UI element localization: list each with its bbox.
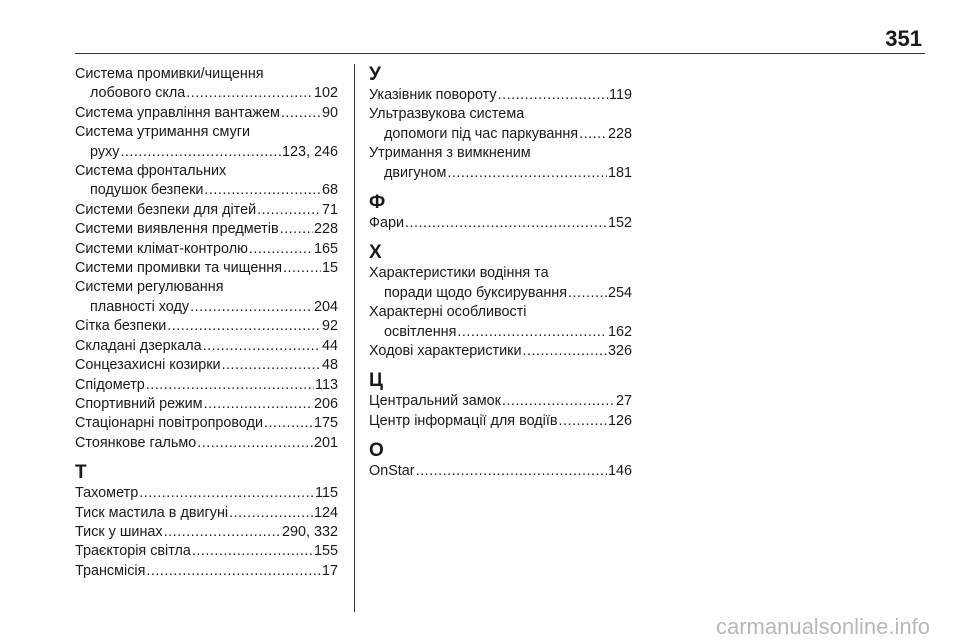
page-reference: 155 [313, 543, 338, 560]
index-entry-text: Складані дзеркала [75, 337, 202, 354]
index-entry-text: Система управління вантажем [75, 104, 280, 121]
dot-leader [164, 523, 281, 542]
index-entry-text: OnStar [369, 463, 415, 480]
index-entry [75, 484, 338, 503]
index-column-2 [369, 65, 632, 482]
index-entry-text: Сітка безпеки [75, 318, 167, 335]
page-reference: 44 [321, 337, 338, 354]
index-entry-line [75, 434, 338, 453]
page-reference: 290, 332 [281, 523, 338, 540]
page-reference: 326 [607, 343, 632, 360]
page-reference: 102 [313, 85, 338, 102]
index-entry-text: Сонцезахисні козирки [75, 357, 221, 374]
index-entry-text: двигуном [384, 164, 447, 181]
index-entry [75, 504, 338, 523]
page-reference: 15 [321, 260, 338, 277]
index-entry [369, 342, 632, 361]
dot-leader [249, 240, 313, 259]
dot-leader [120, 143, 281, 162]
index-entry-text: освітлення [384, 323, 457, 340]
page-reference: 126 [607, 412, 632, 429]
index-entry [369, 264, 632, 303]
index-entry-text: Системи клімат-контролю [75, 240, 248, 257]
index-entry-text: подушок безпеки [90, 182, 204, 199]
page-reference: 123, 246 [281, 143, 338, 160]
index-entry [369, 462, 632, 481]
index-entry [75, 337, 338, 356]
index-entry-text: Спідометр [75, 376, 145, 393]
index-entry [75, 259, 338, 278]
index-entry [369, 144, 632, 183]
dot-leader [502, 392, 615, 411]
index-entry-line [75, 278, 338, 297]
watermark: carmanualsonline.info [715, 614, 930, 639]
dot-leader [457, 323, 607, 342]
index-entry-text: Характеристики водіння та [369, 265, 549, 282]
dot-leader [579, 125, 607, 144]
page-reference: 228 [607, 125, 632, 142]
index-entry-line [75, 484, 338, 503]
index-entry-line [75, 65, 338, 84]
index-entry-text: Фари [369, 215, 404, 232]
index-entry [369, 412, 632, 431]
index-entry-text: поради щодо буксирування [384, 284, 568, 301]
index-entry [369, 105, 632, 144]
dot-leader [559, 412, 607, 431]
dot-leader [204, 181, 321, 200]
page-reference: 27 [615, 393, 632, 410]
dot-leader [257, 201, 321, 220]
index-entry-line [75, 259, 338, 278]
index-entry-text: Тиск мастила в двигуні [75, 504, 229, 521]
dot-leader [229, 504, 313, 523]
index-entry-line [369, 342, 632, 361]
index-entry [369, 303, 632, 342]
index-entry-line [75, 220, 338, 239]
page-reference: 113 [315, 376, 338, 393]
index-entry-line [369, 105, 632, 124]
index-entry [75, 414, 338, 433]
index-entry-line [75, 542, 338, 561]
page-reference: 146 [607, 463, 632, 480]
index-entry-line [369, 264, 632, 283]
index-entry-line [369, 412, 632, 431]
dot-leader [568, 284, 607, 303]
dot-leader [264, 414, 313, 433]
dot-leader [167, 317, 321, 336]
index-entry-line [75, 395, 338, 414]
dot-leader [203, 337, 321, 356]
dot-leader [281, 104, 321, 123]
page-reference: 204 [313, 298, 338, 315]
dot-leader [146, 376, 314, 395]
page-reference: 124 [313, 504, 338, 521]
index-entry-text: Центр інформації для водіїв [369, 412, 558, 429]
page-reference: 162 [607, 323, 632, 340]
index-entry-text: Трансмісія [75, 562, 146, 579]
index-entry-continuation [75, 298, 338, 317]
index-entry [75, 395, 338, 414]
index-entry-text: Тахометр [75, 485, 139, 502]
dot-leader [416, 462, 607, 481]
index-entry-text: плавності ходу [90, 298, 190, 315]
index-entry-line [75, 123, 338, 142]
index-entry-line [75, 356, 338, 375]
dot-leader [192, 542, 313, 561]
index-entry-line [75, 337, 338, 356]
page-reference: 71 [321, 201, 338, 218]
page-number: 351 [885, 26, 922, 51]
index-entry-continuation [369, 164, 632, 183]
page-reference: 17 [321, 562, 338, 579]
index-entry-continuation [369, 284, 632, 303]
index-entry-text: Системи виявлення предметів [75, 221, 279, 238]
index-entry-text: Системи безпеки для дітей [75, 201, 257, 218]
index-entry [369, 86, 632, 105]
index-entry-continuation [75, 143, 338, 162]
index-entry-line [75, 162, 338, 181]
index-entry [369, 392, 632, 411]
index-entry-text: Системи промивки та чищення [75, 260, 283, 277]
header-rule [75, 53, 925, 54]
page-reference: 254 [607, 284, 632, 301]
index-entry-line [75, 523, 338, 542]
page-reference: 181 [607, 164, 632, 181]
section-letter: Ф [369, 192, 386, 214]
dot-leader [204, 395, 313, 414]
dot-leader [447, 164, 607, 183]
index-entry-text: Утримання з вимкненим [369, 145, 531, 162]
index-entry-text: Траєкторія світла [75, 543, 191, 560]
index-entry-text: Тиск у шинах [75, 523, 163, 540]
index-sections-col1 [75, 463, 338, 581]
index-entry-text: Система промивки/чищення [75, 66, 264, 82]
index-entry [75, 162, 338, 201]
index-entry-line [75, 376, 338, 395]
page-reference: 90 [321, 104, 338, 121]
index-column-1 [75, 65, 338, 581]
index-entry-text: лобового скла [90, 85, 186, 102]
column-divider [354, 64, 355, 612]
index-entry [75, 356, 338, 375]
index-entry [75, 65, 338, 104]
index-entry-line [75, 240, 338, 259]
index-entry-line [75, 201, 338, 220]
index-entry-line [369, 144, 632, 163]
index-entry-text: Указівник повороту [369, 87, 497, 103]
index-entry-text: Система фронтальних [75, 163, 227, 180]
dot-leader [186, 84, 313, 103]
section-letter: Ц [369, 370, 383, 392]
page-reference: 92 [321, 318, 338, 335]
page-reference: 206 [313, 395, 338, 412]
index-entries-s-continued [75, 65, 338, 453]
index-entry-line [75, 317, 338, 336]
index-entry-text: Стаціонарні повітропроводи [75, 415, 264, 432]
section-letter: Х [369, 242, 382, 264]
dot-leader [222, 356, 321, 375]
index-entry-line [369, 392, 632, 411]
index-entry-line [75, 104, 338, 123]
index-entry [75, 523, 338, 542]
index-entry-line [75, 504, 338, 523]
page-reference: 228 [313, 221, 338, 238]
dot-leader [139, 484, 314, 503]
index-entry-line [369, 214, 632, 233]
section-letter: O [369, 440, 384, 462]
index-entry [75, 104, 338, 123]
page-reference: 165 [313, 240, 338, 257]
index-entry-continuation [369, 323, 632, 342]
index-entry-line [369, 303, 632, 322]
page-reference: 48 [321, 357, 338, 374]
index-entry [75, 278, 338, 317]
index-entry-text: Системи регулювання [75, 279, 224, 296]
index-entry [75, 317, 338, 336]
index-entry [75, 201, 338, 220]
dot-leader [197, 434, 313, 453]
index-entry-line [369, 86, 632, 105]
index-entry-text: Система утримання смуги [75, 124, 251, 141]
index-entry-text: Центральний замок [369, 393, 501, 410]
index-entry [75, 240, 338, 259]
index-entry-text: допомоги під час паркування [384, 125, 579, 142]
index-entry-text: Характерні особливості [369, 304, 527, 321]
index-entry-line [369, 462, 632, 481]
index-entry [369, 214, 632, 233]
page-reference: 175 [313, 415, 338, 432]
index-entry-text: Спортивний режим [75, 395, 203, 412]
index-entry-line [75, 414, 338, 433]
index-entry-continuation [75, 84, 338, 103]
page-reference: 115 [315, 485, 338, 502]
page-reference: 201 [313, 434, 338, 451]
index-sections-col2 [369, 65, 632, 482]
index-entry [75, 376, 338, 395]
index-entry-text: Стоянкове гальмо [75, 434, 197, 451]
dot-leader [283, 259, 321, 278]
index-entry-continuation [75, 181, 338, 200]
page-reference: 68 [321, 182, 338, 199]
index-entry-text: руху [90, 143, 120, 160]
dot-leader [146, 562, 321, 581]
index-entry-text: Ходові характеристики [369, 343, 522, 360]
index-entry [75, 220, 338, 239]
index-entry [75, 434, 338, 453]
index-entry-text: Ультразвукова система [369, 106, 525, 123]
index-entry [75, 123, 338, 162]
index-entry-continuation [369, 125, 632, 144]
dot-leader [190, 298, 313, 317]
index-entry [75, 542, 338, 561]
index-entry-line [75, 562, 338, 581]
dot-leader [280, 220, 313, 239]
section-letter: Т [75, 462, 87, 484]
dot-leader [405, 214, 607, 233]
page-reference: 119 [609, 87, 632, 103]
section-letter: У [369, 64, 381, 85]
dot-leader [523, 342, 607, 361]
dot-leader [498, 86, 608, 105]
page-reference: 152 [607, 215, 632, 232]
index-entry [75, 562, 338, 581]
